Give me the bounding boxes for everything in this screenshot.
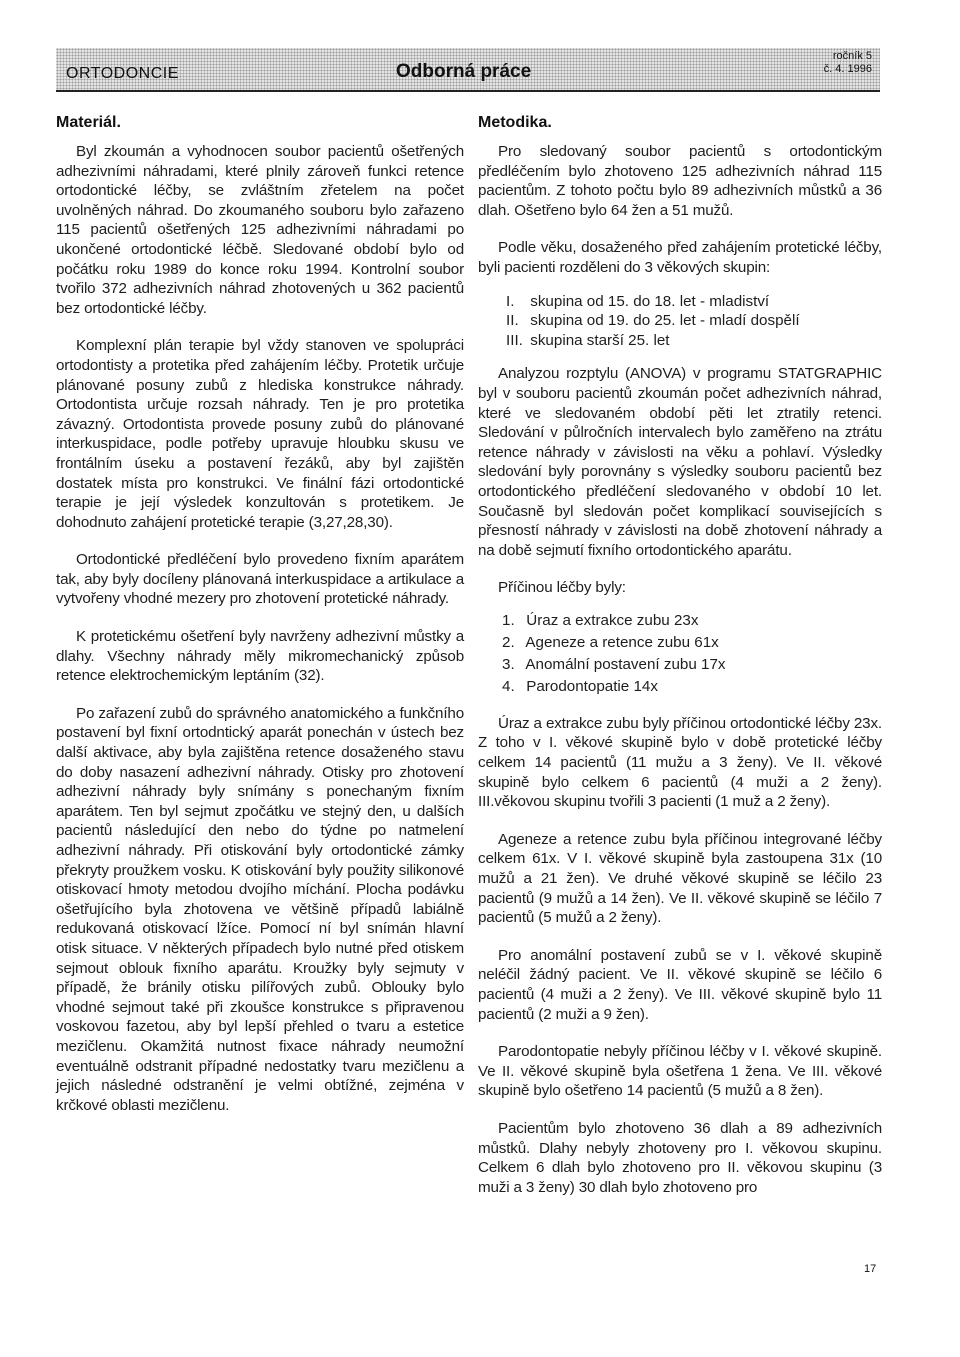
list-item (502, 654, 882, 676)
age-group-list (506, 292, 882, 351)
list-item-number: 3. (502, 655, 515, 673)
paragraph: Parodontopatie nebyly příčinou léčby v I. věkové skupině. Ve II. věkové skupině byla ošetřena 1 žena. Ve III. věkové skupině bylo ošetřeno 14 pacientů (5 mužů a 8 žen). (478, 1043, 882, 1100)
list-item (506, 331, 882, 351)
issue-label: č. 4. 1996 (823, 63, 872, 75)
treatment-cause-list (502, 610, 882, 698)
list-item-number: III. (506, 331, 523, 349)
page-header (56, 48, 880, 92)
list-item-text: Parodontopatie 14x (526, 677, 658, 695)
paragraph: Příčinou léčby byly: (498, 579, 626, 597)
paragraph: K protetickému ošetření byly navrženy adhezivní můstky a dlahy. Všechny náhrady měly mikromechanický způsob retence elektrochemickým leptáním (32). (56, 628, 464, 685)
list-item-number: II. (506, 312, 519, 330)
list-item (502, 676, 882, 698)
page-number: 17 (864, 1263, 877, 1275)
list-item-text: skupina od 15. do 18. let - mladiství (530, 292, 770, 310)
list-item-number: 2. (502, 633, 515, 651)
paragraph: Po zařazení zubů do správného anatomického a funkčního postavení byl fixní ortodntický aparát ponechán v ústech bez další aktivace, aby byla zajištěna retence dosaženého stavu do doby nasazení adhezivní náhrady. Otisky pro zhotovení adhezivní náhrady byly snímány s ponechaným fixním aparátem. Ten byl sejmut zpočátku ve stejný den, u dalších pacientů následující den nebo do týdne po natmelení adhezivní náhrady. Při otiskování byly ortodontické zámky překryty proužkem vosku. K otiskování byly použity silikonové otiskovací hmoty metodou dvojího míchání. Plocha podávku ošetřujícího byla zhotovena ve většině případů labiálně redukovaná otiskovací lžíce. Pomocí ní byl snímán hlavní otisk situace. V některých případech bylo nutné před otiskem sejmout oblouk fixního aparátu. Kroužky byly sejmuty v případě, že bránily otisku pilířových zubů. Oblouky bylo vhodné sejmout také při zkoušce konstrukce s připravenou voskovou fazetou, aby byl lepší přehled o tvaru a estetice mezičlenu. Okamžitá nutnost fixace náhrady neumožní eventuálně odstranit případné nedostatky tvaru mezičlenu a jejich následné odstranění je velmi obtížné, zejména v krčkové oblasti mezičlenu. (56, 704, 464, 1114)
journal-section: ORTODONCIE (66, 65, 179, 82)
paragraph: Úraz a extrakce zubu byly příčinou ortodontické léčby 23x. Z toho v I. věkové skupině bylo v době protetické léčby celkem 14 pacientů (11 mužu a 3 ženy). Ve II. věkové skupině bylo celkem 6 pacientů (4 muži a 2 ženy). III.věkovou skupinu tvořili 3 pacienti (1 muž a 2 ženy). (478, 714, 882, 811)
list-item-text: Anomální postavení zubu 17x (525, 655, 726, 673)
list-item-number: 4. (502, 677, 515, 695)
list-item (506, 311, 882, 331)
issue-info (824, 50, 872, 76)
paragraph: Byl zkoumán a vyhodnocen soubor pacientů ošetřených adhezivními náhradami, které plnily zároveň funkci retence ortodontické léčby, se zvláštním zřetelem na počet uvolněných náhrad. Do zkoumaného souboru bylo zařazeno 115 pacientů ošetřených 125 adhezivními náhradami po ukončené ortodontické léčbě. Sledované období bylo od počátku roku 1989 do konce roku 1994. Kontrolní soubor tvořilo 372 adhezivních náhrad zhotovených u 362 pacientů bez ortodontické léčby. (56, 143, 464, 317)
list-item-number: 1. (502, 611, 515, 629)
list-item-text: Úraz a extrakce zubu 23x (526, 611, 699, 629)
paragraph: Podle věku, dosaženého před zahájením protetické léčby, byli pacienti rozděleni do 3 věkových skupin: (478, 239, 882, 276)
left-column (56, 108, 464, 1133)
paragraph: Pro anomální postavení zubů se v I. věkové skupině neléčil žádný pacient. Ve II. věkové skupině se léčilo 6 pacientů (4 muži a 2 ženy). Ve III. věkové skupině bylo 11 pacientů (2 muži a 9 žen). (478, 946, 882, 1023)
paragraph: Analyzou rozptylu (ANOVA) v programu STATGRAPHIC byl v souboru pacientů zkoumán počet adhezivních náhrad, které ve sledovaném období pěti let ztratily retenci. Sledování v půlročních intervalech bylo zaměřeno na ztrátu retence náhrady v závislosti na věku a pohlaví. Výsledky sledování byly porovnány s výsledky souboru pacientů bez ortodontického předléčení sledovaného v období 10 let. Současně byl sledován počet komplikací souvisejících s přesností náhrady v závislosti na době zhotovení náhrady a na době sejmutí fixního ortodontického aparátu. (478, 365, 882, 559)
list-item (506, 292, 882, 312)
paragraph: Pro sledovaný soubor pacientů s ortodontickým předléčením bylo zhotoveno 125 adhezivních náhrad 115 pacientům. Z tohoto počtu bylo 89 adhezivních můstků a 36 dlah. Ošetřeno bylo 64 žen a 51 mužů. (478, 143, 882, 219)
list-item (502, 610, 882, 632)
list-item-text: Ageneze a retence zubu 61x (525, 633, 719, 651)
article-category: Odborná práce (396, 61, 532, 82)
list-item (502, 632, 882, 654)
paragraph: Ageneze a retence zubu byla příčinou integrované léčby celkem 61x. V I. věkové skupině byla zastoupena 31x (10 mužů a 21 žen). Ve druhé věkové skupině se léčilo 23 pacientů (9 mužů a 14 žen). Ve II. věkové skupině se léčilo 7 pacientů (5 mužů a 2 ženy). (478, 830, 882, 927)
section-heading-methodology: Metodika. (478, 114, 552, 131)
paragraph: Ortodontické předléčení bylo provedeno fixním aparátem tak, aby byly docíleny plánovaná interkuspidace a artikulace a vytvořeny vhodné mezery pro zhotovení protetické náhrady. (56, 551, 464, 608)
paragraph: Pacientům bylo zhotoveno 36 dlah a 89 adhezivních můstků. Dlahy nebyly zhotoveny pro I. věkovou skupinu. Celkem 6 dlah bylo zhotoveno pro II. věkovou skupinu (3 muži a 3 ženy) 30 dlah bylo zhotoveno pro (478, 1119, 882, 1196)
paragraph: Komplexní plán terapie byl vždy stanoven ve spolupráci ortodontisty a protetika před zahájením léčby. Protetik určuje plánované posuny zubů z hlediska konstrukce náhrady. Ortodontista určuje rozsah náhrady. Ten je pro protetika závazný. Ortodontista provede posuny zubů do plánované interkuspidace, podle potřeby upravuje hloubku skusu ve frontálním úseku a postavení řezáků, aby byl zajištěn dostatek místa pro konstrukci. Ve finální fázi ortodontické terapie je její výsledek konzultován s protetikem. Je dohodnuto zahájení protetické terapie (3,27,28,30). (56, 337, 464, 531)
section-heading-material: Materiál. (56, 114, 121, 131)
list-item-number: I. (506, 292, 515, 310)
right-column (478, 108, 882, 1215)
list-item-text: skupina od 19. do 25. let - mladí dospělí (530, 312, 800, 330)
list-item-text: skupina starší 25. let (530, 331, 670, 349)
volume-label: ročník 5 (832, 50, 872, 62)
